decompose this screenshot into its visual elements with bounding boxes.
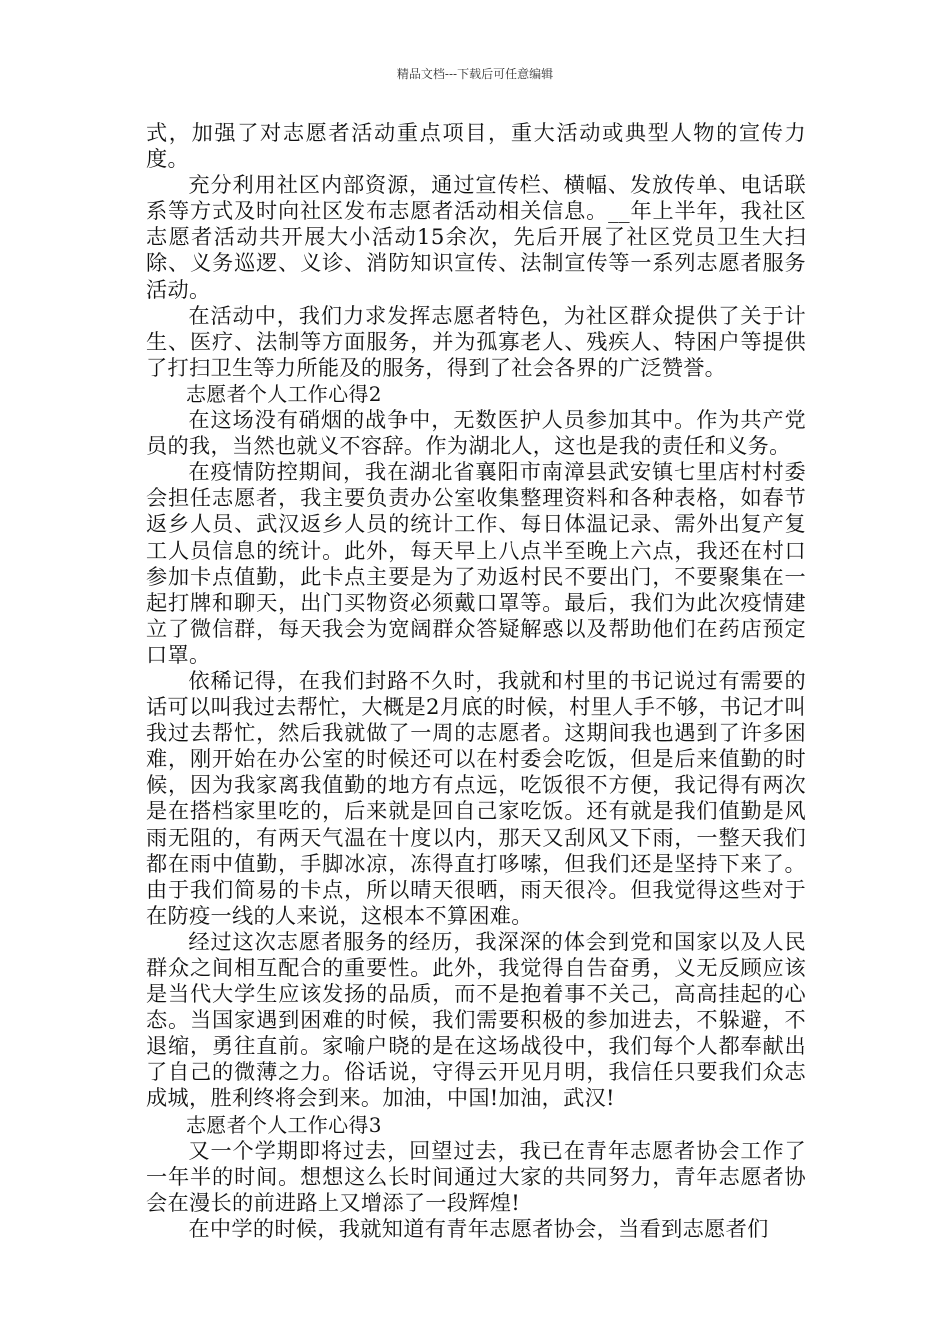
paragraph: 经过这次志愿者服务的经历，我深深的体会到党和国家以及人民群众之间相互配合的重要性。此外，我觉得自告奋勇，义无反顾应该是当代大学生应该发扬的品质，而不是抱着事不关己，高高挂起的心态。当国家遇到困难的时候，我们需要积极的参加进去，不躲避，不退缩，勇往直前。家喻户晓的是在这场战役中，我们每个人都奉献出了自己的微薄之力。俗话说，守得云开见月明，我信任只要我们众志成城，胜利终将会到来。加油，中国!加油，武汉!: [146, 928, 806, 1111]
paragraph: 在活动中，我们力求发挥志愿者特色，为社区群众提供了关于计生、医疗、法制等方面服务，并为孤寡老人、残疾人、特困户等提供了打扫卫生等力所能及的服务，得到了社会各界的广泛赞誉。: [146, 302, 806, 380]
page-header: 精品文档---下载后可任意编辑: [396, 67, 554, 81]
paragraph: 充分利用社区内部资源，通过宣传栏、横幅、发放传单、电话联系等方式及时向社区发布志愿者活动相关信息。__年上半年，我社区志愿者活动共开展大小活动15余次，先后开展了社区党员卫生大扫除、义务巡逻、义诊、消防知识宣传、法制宣传等一系列志愿者服务活动。: [146, 172, 806, 302]
paragraph: 又一个学期即将过去，回望过去，我已在青年志愿者协会工作了一年半的时间。想想这么长时间通过大家的共同努力，青年志愿者协会在漫长的前进路上又增添了一段辉煌!: [146, 1137, 806, 1215]
section-heading: 志愿者个人工作心得3: [186, 1112, 382, 1137]
paragraph: 在疫情防控期间，我在湖北省襄阳市南漳县武安镇七里店村村委会担任志愿者，我主要负责办公室收集整理资料和各种表格，如春节返乡人员、武汉返乡人员的统计工作、每日体温记录、需外出复产复工人员信息的统计。此外，每天早上八点半至晚上六点，我还在村口参加卡点值勤，此卡点主要是为了劝返村民不要出门，不要聚集在一起打牌和聊天，出门买物资必须戴口罩等。最后，我们为此次疫情建立了微信群，每天我会为宽阔群众答疑解惑以及帮助他们在药店预定口罩。: [146, 459, 806, 667]
paragraph: 在中学的时候，我就知道有青年志愿者协会，当看到志愿者们: [188, 1215, 769, 1241]
paragraph: 在这场没有硝烟的战争中，无数医护人员参加其中。作为共产党员的我，当然也就义不容辞。作为湖北人，这也是我的责任和义务。: [146, 407, 806, 459]
paragraph: 依稀记得，在我们封路不久时，我就和村里的书记说过有需要的话可以叫我过去帮忙，大概是2月底的时候，村里人手不够，书记才叫我过去帮忙，然后我就做了一周的志愿者。这期间我也遇到了许多困难，刚开始在办公室的时候还可以在村委会吃饭，但是后来值勤的时候，因为我家离我值勤的地方有点远，吃饭很不方便，我记得有两次是在搭档家里吃的，后来就是回自己家吃饭。还有就是我们值勤是风雨无阻的，有两天气温在十度以内，那天又刮风又下雨，一整天我们都在雨中值勤，手脚冰凉，冻得直打哆嗦，但我们还是坚持下来了。由于我们简易的卡点，所以晴天很晒，雨天很冷。但我觉得这些对于在防疫一线的人来说，这根本不算困难。: [146, 667, 806, 928]
paragraph-continuation: 式，加强了对志愿者活动重点项目，重大活动或典型人物的宣传力度。: [146, 120, 806, 172]
section-heading: 志愿者个人工作心得2: [186, 381, 382, 406]
document-body: [146, 120, 806, 1242]
